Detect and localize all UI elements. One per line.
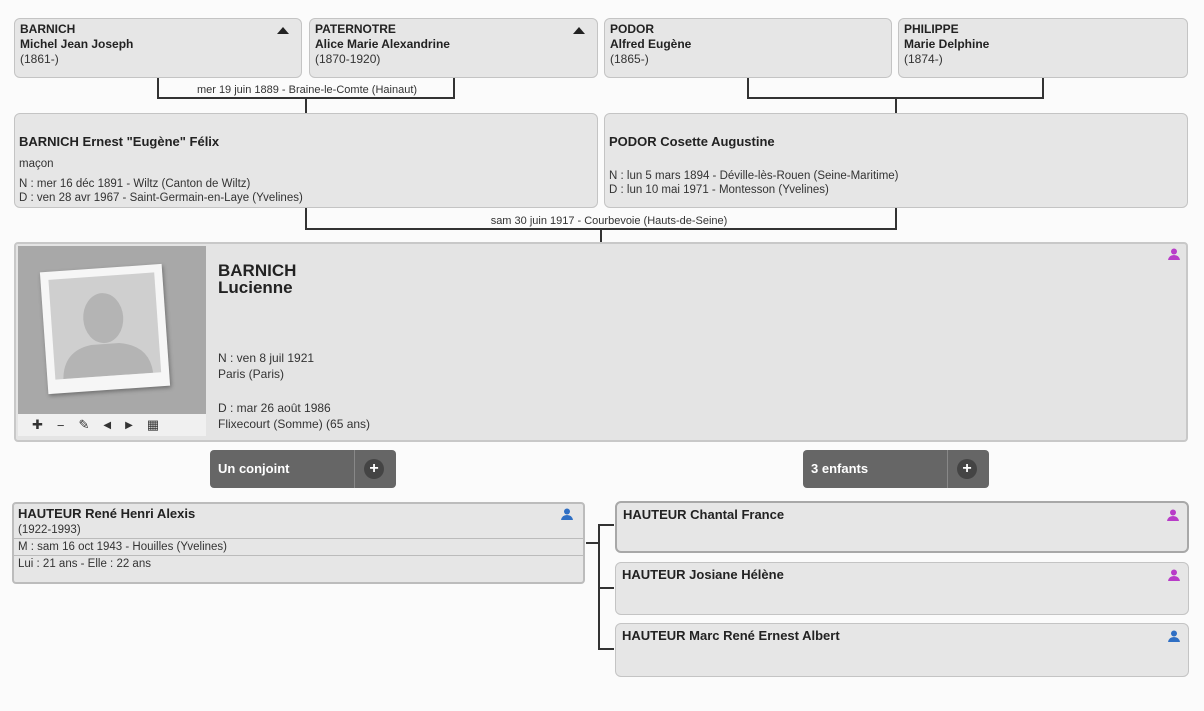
next-icon[interactable]: ▶	[125, 419, 133, 431]
connector-line	[598, 524, 614, 526]
button-separator	[354, 450, 355, 488]
plus-icon[interactable]: +	[957, 459, 977, 479]
photo-toolbar	[18, 414, 206, 436]
connector-line	[1042, 78, 1044, 98]
connector-line	[586, 542, 598, 544]
birth-place: Paris (Paris)	[218, 367, 285, 381]
father-occupation: maçon	[19, 158, 54, 170]
photo-placeholder[interactable]	[40, 264, 170, 394]
add-icon[interactable]: ✚	[32, 417, 43, 432]
life-years: (1865-)	[610, 52, 649, 66]
death-date: D : mar 26 août 1986	[218, 401, 331, 415]
expand-ancestors-icon[interactable]	[277, 27, 289, 34]
marriage-info: M : sam 16 oct 1943 - Houilles (Yvelines)	[18, 541, 228, 553]
father-card[interactable]	[14, 113, 598, 208]
mother-card[interactable]	[604, 113, 1188, 208]
father-name: BARNICH Ernest "Eugène" Félix	[19, 134, 220, 149]
avatar	[48, 272, 161, 379]
marriage-label: mer 19 juin 1889 - Braine-le-Comte (Hainaut)	[168, 84, 446, 97]
connector-line	[747, 78, 749, 98]
life-years: (1861-)	[20, 52, 59, 66]
surname: PATERNOTRE	[315, 22, 396, 36]
spouse-name: HAUTEUR René Henri Alexis	[18, 506, 196, 521]
given-names: Alfred Eugène	[610, 37, 692, 51]
edit-pencil-icon[interactable]: ✎	[78, 417, 90, 432]
surname: PODOR	[610, 22, 655, 36]
mother-name: PODOR Cosette Augustine	[609, 134, 775, 149]
marriage-label: sam 30 juin 1917 - Courbevoie (Hauts-de-Seine)	[450, 215, 768, 228]
previous-icon[interactable]: ◀	[103, 419, 112, 431]
connector-line	[453, 78, 455, 98]
remove-icon[interactable]: −	[56, 417, 65, 433]
child-card[interactable]	[615, 562, 1189, 615]
male-person-icon	[1168, 630, 1180, 642]
main-given-name: Lucienne	[218, 278, 293, 297]
divider	[14, 555, 583, 556]
grandparent-card-4[interactable]	[898, 18, 1188, 78]
life-years: (1870-1920)	[315, 52, 381, 66]
main-person-name	[218, 262, 296, 296]
grandparent-card-3[interactable]	[604, 18, 892, 78]
spouse-card[interactable]	[12, 502, 585, 584]
mother-death: D : lun 10 mai 1971 - Montesson (Yvelines)	[609, 184, 829, 196]
gallery-icon[interactable]: ▦	[146, 417, 160, 432]
main-surname: BARNICH	[218, 261, 297, 280]
father-death: D : ven 28 avr 1967 - Saint-Germain-en-Laye (Yvelines)	[19, 192, 303, 204]
button-separator	[947, 450, 948, 488]
child-name: HAUTEUR Josiane Hélène	[622, 567, 784, 582]
spouse-button-label: Un conjoint	[218, 461, 290, 476]
child-name: HAUTEUR Marc René Ernest Albert	[622, 628, 840, 643]
mother-birth: N : lun 5 mars 1894 - Déville-lès-Rouen (Seine-Maritime)	[609, 170, 899, 182]
female-person-icon	[1167, 509, 1179, 521]
male-person-icon	[561, 508, 573, 520]
plus-icon[interactable]: +	[364, 459, 384, 479]
add-spouse-button[interactable]	[210, 450, 396, 488]
child-name: HAUTEUR Chantal France	[623, 507, 785, 522]
grandparent-card-1[interactable]	[14, 18, 302, 78]
children-button-label: 3 enfants	[811, 461, 869, 476]
spouse-ages: Lui : 21 ans - Elle : 22 ans	[18, 558, 151, 570]
child-card[interactable]	[615, 623, 1189, 677]
photo-area	[18, 246, 206, 436]
connector-line	[305, 208, 307, 229]
life-years: (1874-)	[904, 52, 943, 66]
grandparent-card-2[interactable]	[309, 18, 598, 78]
female-person-icon	[1168, 248, 1180, 260]
main-person-card[interactable]	[14, 242, 1188, 442]
connector-line	[598, 648, 614, 650]
expand-ancestors-icon[interactable]	[573, 27, 585, 34]
child-card[interactable]	[615, 501, 1189, 553]
connector-line	[895, 99, 897, 113]
given-names: Marie Delphine	[904, 37, 990, 51]
connector-line	[598, 587, 614, 589]
surname: BARNICH	[20, 22, 76, 36]
connector-line	[895, 208, 897, 229]
surname: PHILIPPE	[904, 22, 959, 36]
connector-line	[157, 78, 159, 98]
divider	[14, 538, 583, 539]
given-names: Michel Jean Joseph	[20, 37, 134, 51]
add-child-button[interactable]	[803, 450, 989, 488]
given-names: Alice Marie Alexandrine	[315, 37, 450, 51]
birth-date: N : ven 8 juil 1921	[218, 351, 315, 365]
connector-line	[305, 99, 307, 113]
female-person-icon	[1168, 569, 1180, 581]
death-place: Flixecourt (Somme) (65 ans)	[218, 417, 371, 431]
connector-line	[600, 230, 602, 242]
spouse-years: (1922-1993)	[18, 524, 81, 536]
father-birth: N : mer 16 déc 1891 - Wiltz (Canton de Wiltz)	[19, 178, 251, 190]
